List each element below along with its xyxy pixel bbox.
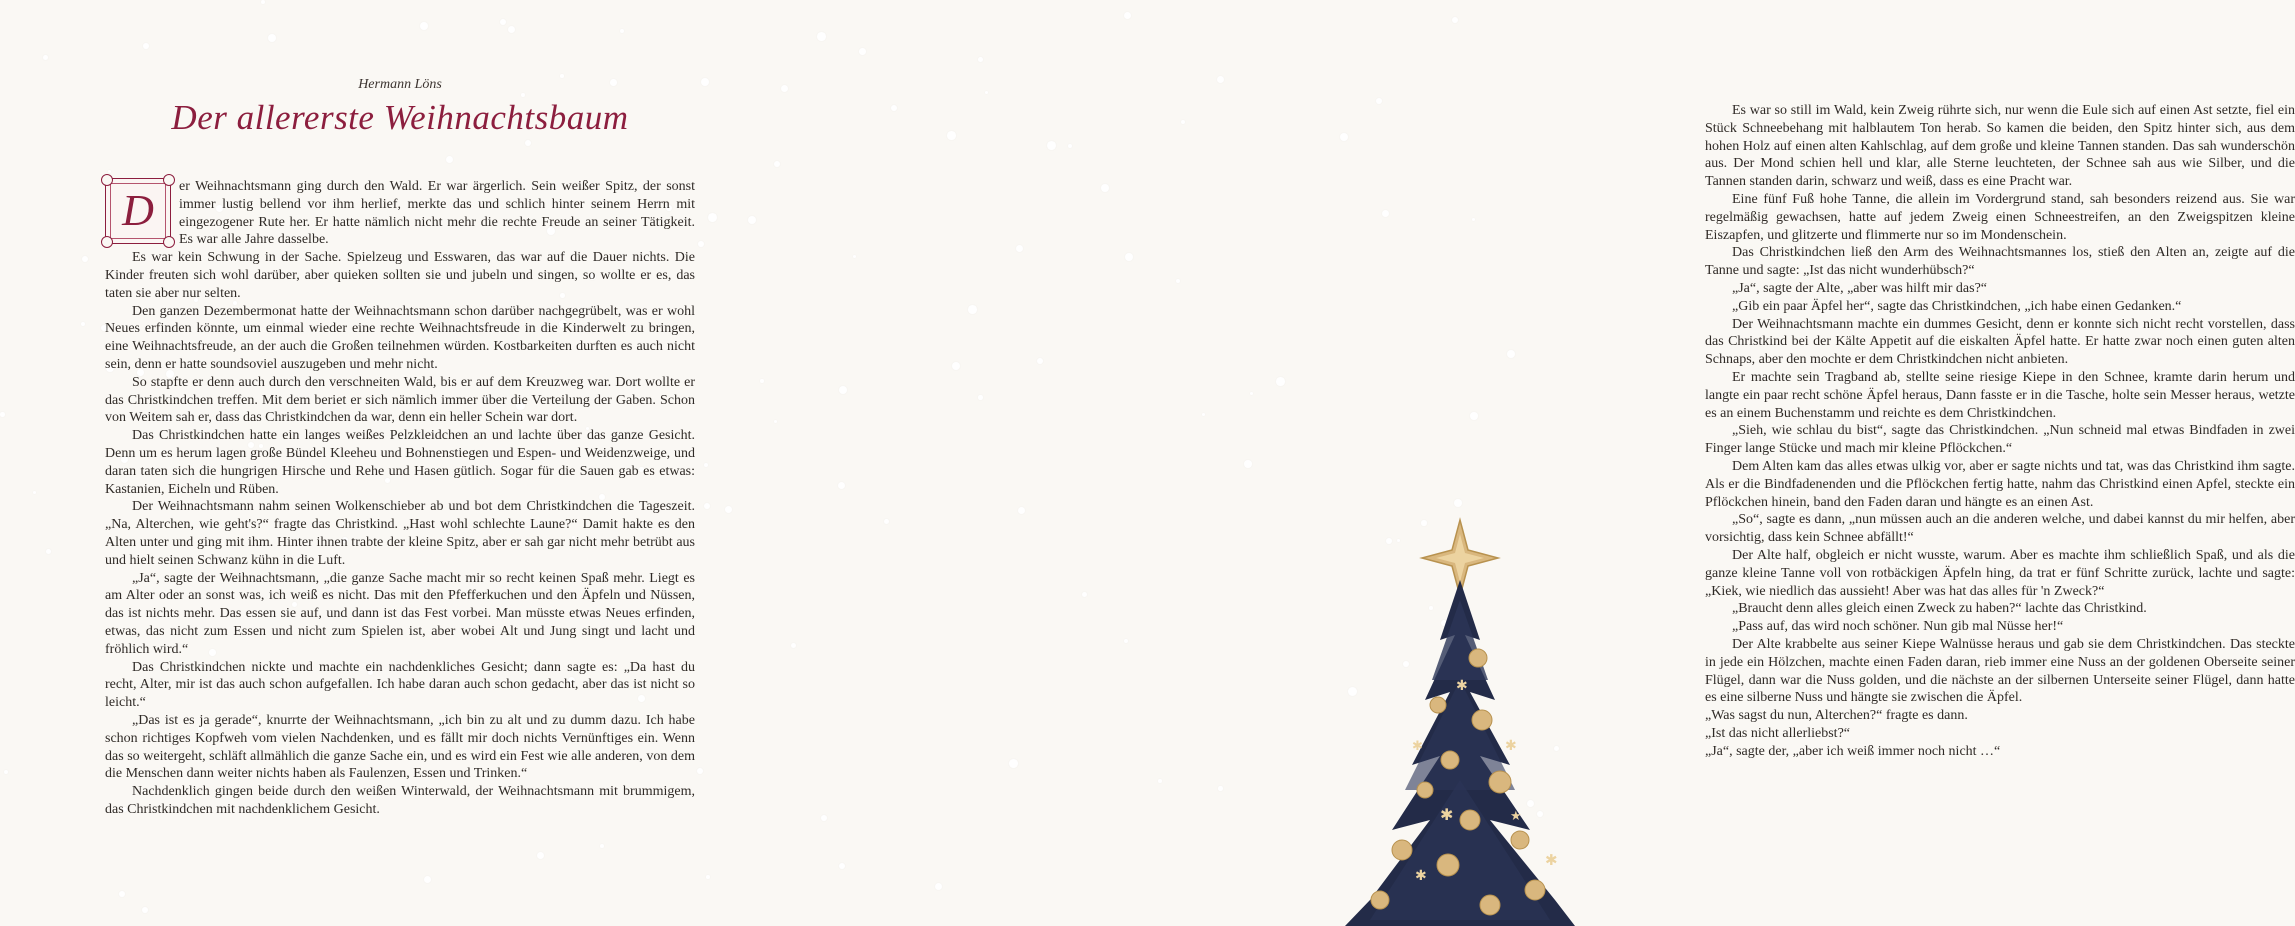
paragraph: „Ja“, sagte der Alte, „aber was hilft mir das?“: [1732, 280, 1988, 296]
paragraph: Der Alte half, obgleich er nicht wusste, warum. Aber es machte ihm schließlich Spaß, und als die ganze kleine Tanne voll von rotbäckigen Äpfeln hing, da trat er fünf Schritte zurück, lachte und sagte: „Kiek, wie niedlich das aussieht! Aber was hat das alles für 'n Zweck?“: [1705, 547, 2295, 599]
svg-text:✱: ✱: [1440, 805, 1454, 824]
left-page: [0, 0, 800, 926]
paragraph: Nachdenklich gingen beide durch den weißen Winterwald, der Weihnachtsmann mit brummigem, das Christkindchen mit nachdenklichem Gesicht.: [105, 784, 695, 817]
paragraph: Der Weihnachtsmann machte ein dummes Gesicht, denn er konnte sich nicht recht vorstellen, dass das Christkind bei der Kälte Appetit auf die eiskalten Äpfel hatte. Er hatte zwar noch einen guten alten Schnaps, aber den mochte er dem Christkindchen nicht anbieten.: [1705, 316, 2295, 368]
paragraph: So stapfte er denn auch durch den verschneiten Wald, bis er auf dem Kreuzweg war. Dort wollte er das Christkindchen treffen. Mit dem beriet er sich nämlich immer über die Verteilung der Gaben. Schon von Weitem sah er, dass das Christkindchen da war, denn ein heller Schein war dort.: [105, 374, 695, 426]
author-name: Hermann Löns: [358, 77, 442, 92]
closing-line: „Ja“, sagte der, „aber ich weiß immer noch nicht …“: [1705, 743, 2001, 759]
svg-text:✱: ✱: [1505, 738, 1517, 754]
paragraph: Eine fünf Fuß hohe Tanne, die allein im Vordergrund stand, sah besonders reizend aus. Sie war regelmäßig gewachsen, hatte auf jedem Zweig einen Schneestreifen, an den Zweigspitzen kleine Eiszapfen, und glitzerte und flimmerte nur so im Mondenschein.: [1705, 191, 2295, 243]
paragraph: „So“, sagte es dann, „nun müssen auch an die anderen welche, und dabei kannst du mir helfen, aber vorsichtig, dass kein Schnee abfällt!“: [1705, 512, 2295, 546]
paragraph: „Das ist es ja gerade“, knurrte der Weihnachtsmann, „ich bin zu alt und zu dumm dazu. Ich habe schon richtiges Kopfweh vom vielen Nachdenken, und es fällt mir doch nichts Vernünftiges ein. Wenn das so weitergeht, schläft allmählich die ganze Sache ein, und es wird ein Fest wie alle anderen, von dem die Menschen dann weiter nichts haben als Faulenzen, Essen und Trinken.“: [105, 712, 695, 782]
paragraph: „Ja“, sagte der Weihnachtsmann, „die ganze Sache macht mir so recht keinen Spaß mehr. Liegt es am Alter oder an sonst was, ich weiß es nicht. Das mit den Pfefferkuchen und den Äpfeln und Nüssen, das ist nichts mehr. Das essen sie auf, und dann ist das Fest vorbei. Man müsste etwas Neues erfinden, etwas, das nicht zum Essen und nicht zum Spielen ist, aber wobei Alt und Jung singt und lacht und fröhlich wird.“: [105, 570, 695, 657]
right-page-text: [1705, 102, 2295, 760]
svg-text:✱: ✱: [1456, 678, 1468, 694]
paragraph: Es war kein Schwung in der Sache. Spielzeug und Esswaren, das war auf die Dauer nichts. Die Kinder freuten sich wohl darüber, aber quieken sollten sie und jubeln und singen, so wollte er es, das taten sie aber nur selten.: [105, 250, 695, 301]
paragraph: „Pass auf, das wird noch schöner. Nun gib mal Nüsse her!“: [1732, 619, 2064, 635]
svg-text:✱: ✱: [1545, 851, 1558, 869]
drop-cap-letter: D: [122, 186, 154, 235]
paragraph: „Sieh, wie schlau du bist“, sagte das Christkindchen. „Nun schneid mal etwas Bindfaden in zwei Finger lange Stücke und mach mir kleine Pflöckchen.“: [1705, 423, 2295, 457]
paragraph: Das Christkindchen ließ den Arm des Weihnachtsmannes los, stieß den Alten an, zeigte auf die Tanne und sagte: „Ist das nicht wunderhübsch?“: [1705, 245, 2295, 279]
paragraph: „Gib ein paar Äpfel her“, sagte das Christkindchen, „ich habe einen Gedanken.“: [1732, 298, 2182, 314]
svg-text:★: ★: [1510, 809, 1522, 824]
paragraph: „Braucht denn alles gleich einen Zweck zu haben?“ lachte das Christkind.: [1732, 601, 2147, 617]
story-title: Der allererste Weihnachtsbaum: [171, 98, 629, 137]
closing-line: „Was sagst du nun, Alterchen?“ fragte es dann.: [1705, 708, 1968, 724]
paragraph: Dem Alten kam das alles etwas ulkig vor, aber er sagte nichts und tat, was das Christkind ihm sagte. Als er die Bindfadenenden und die Pflöckchen fertig hatte, nahm das Christkind einen Apfel, steckte ein Pflöckchen hinein, band den Faden daran und hängte es an einen Ast.: [1705, 458, 2295, 510]
paragraph: Das Christkindchen nickte und machte ein nachdenkliches Gesicht; dann sagte es: „Da hast du recht, Alter, mir ist das auch schon aufgefallen. Ich habe daran auch schon gedacht, aber das ist nicht so leicht.“: [105, 659, 695, 711]
paragraph: Er machte sein Tragband ab, stellte seine riesige Kiepe in den Schnee, kramte darin herum und langte ein paar recht schöne Äpfel heraus, Dann fasste er in die Tasche, holte sein Messer heraus, wetzte es an einem Buchenstamm und reichte es dem Christkindchen.: [1705, 369, 2295, 421]
paragraph: Den ganzen Dezembermonat hatte der Weihnachtsmann schon darüber nachgegrübelt, was er wohl Neues erfinden könnte, um einmal wieder eine rechte Weihnachtsfreude in die Kinderwelt zu bringen, eine Weihnachtsfreude, an der auch die Großen teilnehmen würden. Kostbarkeiten durften es auch nicht sein, denn er hatte soundsoviel auszugeben und mehr nicht.: [105, 303, 695, 372]
closing-line: „Ist das nicht allerliebst?“: [1705, 725, 1850, 741]
paragraph: Das Christkindchen hatte ein langes weißes Pelzkleidchen an und lachte über das ganze Gesicht. Denn um es herum lagen große Bündel Kleeheu und Bohnenstiegen und Espen- und Weidenzweige, und daran taten sich die hungrigen Hirsche und Rehe und Hasen gütlich. Sogar für die Sauen gab es etwas: Kastanien, Eicheln und Rüben.: [105, 428, 695, 497]
svg-text:✱: ✱: [1415, 868, 1427, 884]
paragraph: Der Weihnachtsmann nahm seinen Wolkenschieber ab und bot dem Christkindchen die Tageszeit. „Na, Alterchen, wie geht's?“ fragte das Christkind. „Hast wohl schlechte Laune?“ Damit hakte es den Alten unter und ging mit ihm. Hinter ihnen trabte der kleine Spitz, aber er sah gar nicht mehr betrübt aus und hielt seinen Schwanz kühn in die Luft.: [105, 499, 695, 568]
drop-cap-ornament: [105, 178, 171, 244]
paragraph: Es war so still im Wald, kein Zweig rührte sich, nur wenn die Eule sich auf einen Ast setzte, fiel ein Stück Schneebehang mit halblautem Ton herab. So kamen die beiden, den Spitz hinter sich, aus dem hohen Holz auf einen alten Kahlschlag, auf dem große und kleine Tannen standen. Das sah wunderschön aus. Der Mond schien hell und klar, alle Sterne leuchteten, der Schnee sah aus wie Silber, und die Tannen standen darin, schwarz und weiß, dass es eine Pracht war.: [1705, 103, 2295, 190]
first-paragraph: er Weihnachtsmann ging durch den Wald. Er war ärgerlich. Sein weißer Spitz, der sonst immer lustig bellend vor ihm herlief, merkte das und schlich hinter seinem Herrn mit eingezogener Rute her. Er hatte nämlich nicht mehr die rechte Freude an seiner Tätigkeit. Es war alle Jahre dasselbe.: [179, 179, 695, 248]
svg-text:✱: ✱: [1412, 739, 1423, 754]
paragraph: Der Alte krabbelte aus seiner Kiepe Walnüsse heraus und gab sie dem Christkindchen. Das steckte in jede ein Hölzchen, machte einen Faden daran, rieb immer eine Nuss an der goldenen Oberseite seiner Flügel, dann war die Nuss golden, und die nächste an der silbernen Unterseite seiner Flügel, dann hatte es eine silberne Nuss und hängte sie zwischen die Äpfel.: [1705, 636, 2295, 706]
christmas-tree-illustration: [1330, 520, 1600, 926]
left-page-text: [105, 178, 695, 819]
